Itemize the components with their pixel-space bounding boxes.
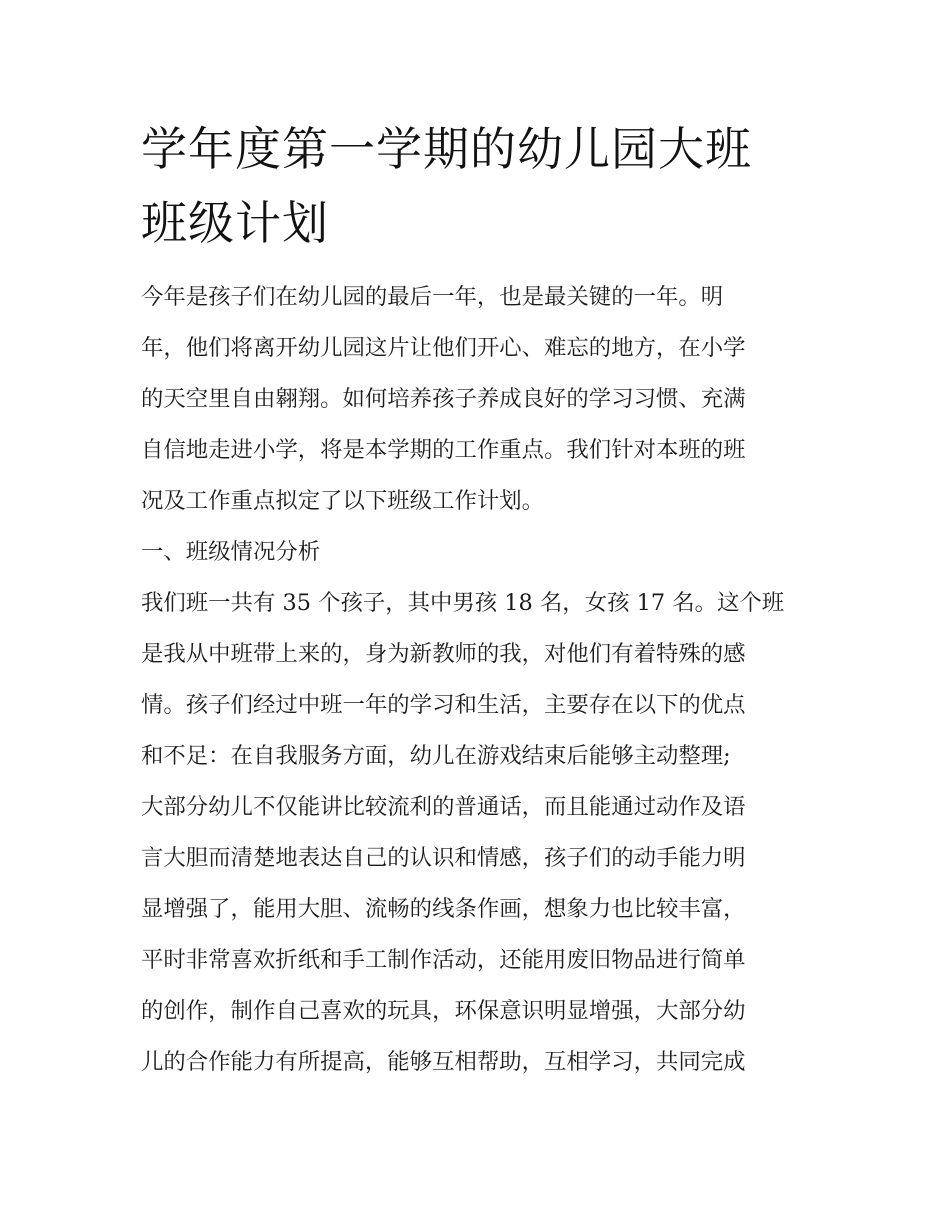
document-body	[141, 272, 813, 1088]
paragraph-line: 年，他们将离开幼儿园这片让他们开心、难忘的地方，在小学	[141, 335, 746, 361]
paragraph-line: 今年是孩子们在幼儿园的最后一年，也是最关键的一年。明	[141, 284, 724, 310]
paragraph-line: 况及工作重点拟定了以下班级工作计划。	[141, 488, 545, 514]
paragraph-line: 的创作，制作自己喜欢的玩具，环保意识明显增强，大部分幼	[141, 998, 746, 1024]
paragraph-line: 的天空里自由翱翔。如何培养孩子养成良好的学习习惯、充满	[141, 386, 746, 412]
document-title	[141, 112, 813, 260]
paragraph-line: 显增强了，能用大胆、流畅的线条作画，想象力也比较丰富，	[141, 896, 746, 922]
title-line: 班级计划	[141, 196, 329, 250]
paragraph-line: 大部分幼儿不仅能讲比较流利的普通话，而且能通过动作及语	[141, 794, 746, 820]
intro-paragraph	[141, 272, 813, 527]
section-heading-text: 一、班级情况分析	[141, 539, 321, 565]
paragraph-line: 情。孩子们经过中班一年的学习和生活，主要存在以下的优点	[141, 692, 746, 718]
paragraph-line: 我们班一共有 35 个孩子，其中男孩 18 名，女孩 17 名。这个班	[141, 590, 785, 616]
paragraph-line: 是我从中班带上来的，身为新教师的我，对他们有着特殊的感	[141, 641, 746, 667]
class-analysis-paragraph	[141, 578, 813, 1088]
paragraph-line: 儿的合作能力有所提高，能够互相帮助，互相学习，共同完成	[141, 1049, 746, 1075]
paragraph-line: 言大胆而清楚地表达自己的认识和情感，孩子们的动手能力明	[141, 845, 746, 871]
section-heading	[141, 527, 813, 578]
paragraph-line: 平时非常喜欢折纸和手工制作活动，还能用废旧物品进行简单	[141, 947, 746, 973]
title-line: 学年度第一学期的幼儿园大班	[141, 122, 752, 176]
document-page	[141, 112, 813, 1088]
paragraph-line: 自信地走进小学，将是本学期的工作重点。我们针对本班的班	[141, 437, 746, 463]
paragraph-line: 和不足：在自我服务方面，幼儿在游戏结束后能够主动整理;	[141, 743, 731, 769]
